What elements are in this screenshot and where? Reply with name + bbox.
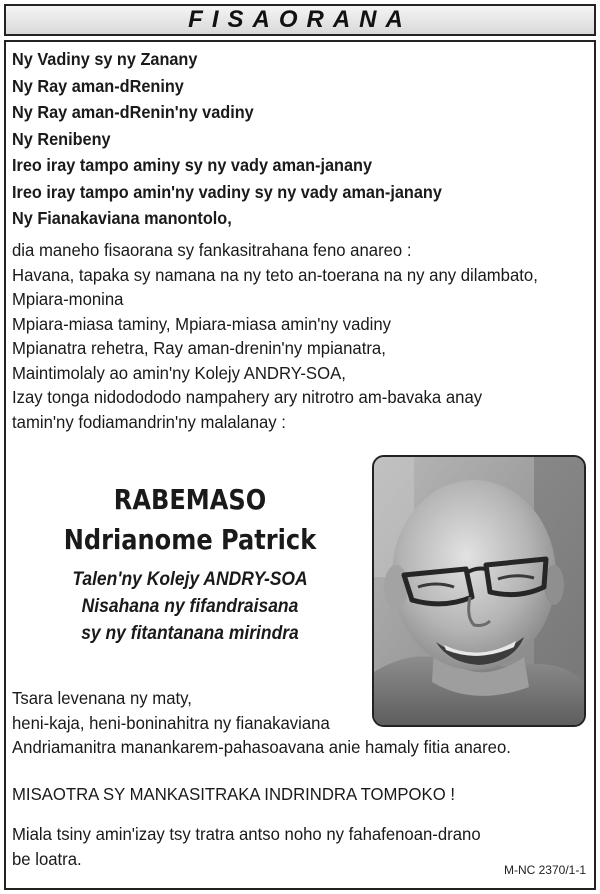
body-line: dia maneho fisaorana sy fankasitrahana feno anareo :: [12, 240, 412, 260]
body-line: Izay tonga nidodododo nampahery ary nitrotro am-bavaka anay: [12, 387, 483, 407]
blessing-line: Andriamanitra manankarem-pahasoavana anie hamaly fitia anareo.: [12, 737, 511, 757]
deceased-given-names: Ndrianome Patrick: [63, 523, 317, 556]
title-banner: [4, 4, 596, 36]
body-line: Mpiara-miasa taminy, Mpiara-miasa amin'ny vadiny: [12, 313, 392, 334]
body-line: Mpiara-monina: [12, 289, 124, 309]
blessing-line: heni-kaja, heni-boninahitra ny fianakaviana: [12, 712, 330, 733]
thanks-body: [12, 238, 538, 434]
blessing-line: Tsara levenana ny maty,: [12, 688, 192, 708]
addressee-line: Ny Vadiny sy ny Zanany: [12, 49, 198, 69]
deceased-block: [12, 480, 368, 647]
role-line: sy ny fitantanana mirindra: [81, 623, 299, 644]
apology-line: Miala tsiny amin'izay tsy tratra antso noho ny fahafenoan-drano: [12, 824, 481, 844]
role-line: Nisahana ny fifandraisana: [81, 596, 299, 617]
role-line: Talen'ny Kolejy ANDRY-SOA: [72, 569, 308, 590]
addressee-line: Ny Fianakaviana manontolo,: [12, 208, 232, 228]
page-title: FISAORANA: [188, 6, 412, 33]
addressee-line: Ireo iray tampo amin'ny vadiny sy ny vady aman-janany: [12, 181, 442, 202]
portrait-photo-icon: [374, 457, 584, 725]
reference-code: M-NC 2370/1-1: [503, 863, 586, 877]
blessing-lines: [12, 686, 511, 760]
addressee-line: Ny Ray aman-dReniny: [12, 75, 184, 96]
addressee-list: [12, 46, 442, 232]
apology-text: [12, 822, 481, 871]
addressee-line: Ireo iray tampo aminy sy ny vady aman-janany: [12, 155, 373, 175]
thanks-line: MISAOTRA SY MANKASITRAKA INDRINDRA TOMPOKO !: [12, 784, 455, 804]
body-line: tamin'ny fodiamandrin'ny malalanay :: [12, 411, 286, 432]
deceased-surname: RABEMASO: [113, 483, 267, 516]
body-line: Maintimolaly ao amin'ny Kolejy ANDRY-SOA,: [12, 362, 346, 383]
deceased-roles: [12, 566, 368, 647]
addressee-line: Ny Ray aman-dRenin'ny vadiny: [12, 102, 254, 122]
apology-line: be loatra.: [12, 848, 82, 869]
body-line: Havana, tapaka sy namana na ny teto an-toerana na ny any dilambato,: [12, 264, 538, 285]
body-line: Mpianatra rehetra, Ray aman-drenin'ny mpianatra,: [12, 338, 386, 358]
addressee-line: Ny Renibeny: [12, 128, 111, 149]
